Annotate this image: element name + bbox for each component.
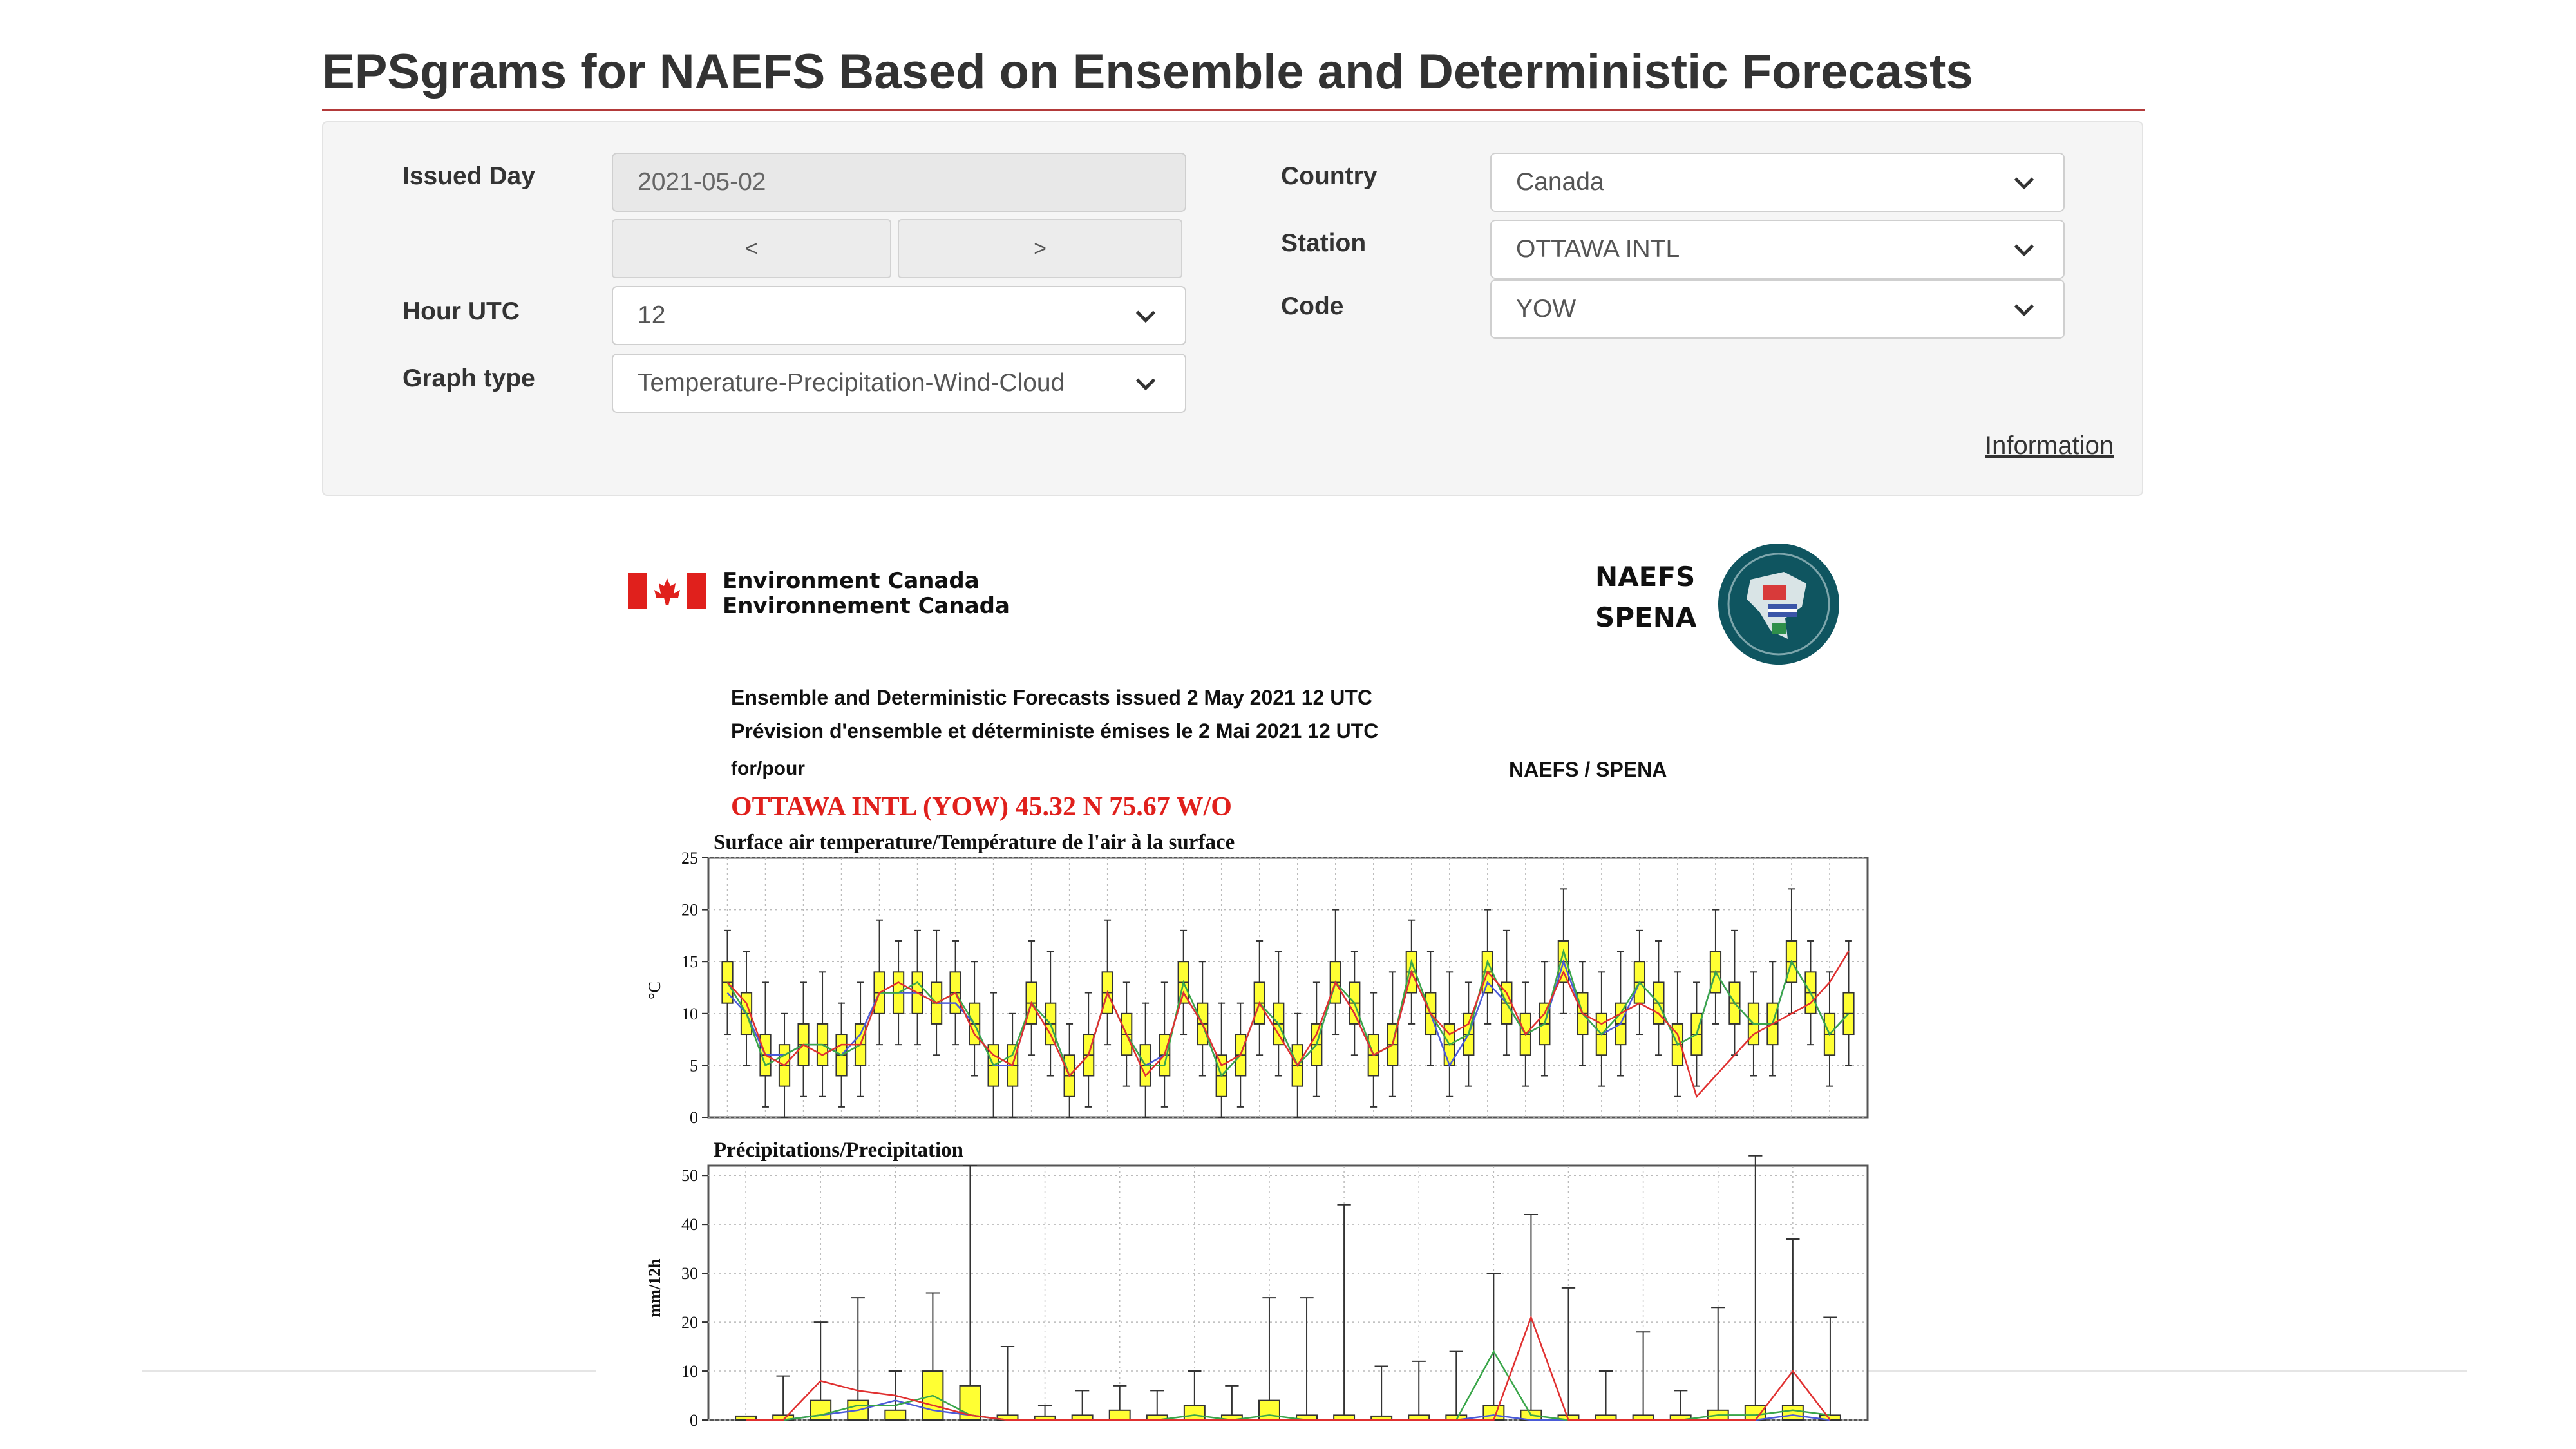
box: [1745, 1405, 1766, 1420]
title-divider: [322, 109, 2145, 111]
country-value: Canada: [1516, 168, 1604, 196]
box: [810, 1401, 831, 1420]
chevron-down-icon: [2009, 167, 2039, 197]
station-value: OTTAWA INTL: [1516, 235, 1680, 263]
country-select[interactable]: [1490, 153, 2065, 212]
information-link[interactable]: Information: [1985, 431, 2114, 460]
forecast-issued-en: Ensemble and Deterministic Forecasts issued 2 May 2021 12 UTC: [731, 686, 1372, 709]
box: [1184, 1405, 1205, 1420]
box: [1110, 1410, 1130, 1420]
hour-utc-label: Hour UTC: [402, 298, 520, 325]
org-name-en: Environment Canada: [723, 568, 980, 594]
next-day-button[interactable]: >: [898, 219, 1182, 278]
box: [885, 1410, 905, 1420]
y-tick-label: 25: [681, 849, 698, 867]
issued-day-value: 2021-05-02: [638, 168, 766, 196]
hour-utc-select[interactable]: [612, 286, 1186, 345]
station-coordinates: OTTAWA INTL (YOW) 45.32 N 75.67 W/O: [731, 792, 1232, 822]
issued-day-label: Issued Day: [402, 162, 535, 190]
plot-frame: [708, 1166, 1868, 1420]
box: [1259, 1401, 1280, 1420]
y-tick-label: 10: [681, 1004, 698, 1023]
precipitation-panel-title: Précipitations/Precipitation: [714, 1139, 963, 1162]
for-label: for/pour: [731, 758, 805, 779]
box: [1783, 1405, 1803, 1420]
epsgram-figure: [580, 522, 2022, 1449]
y-tick-label: 5: [690, 1056, 698, 1075]
chevron-down-icon: [1131, 368, 1160, 398]
chevron-down-icon: [1131, 301, 1160, 330]
y-tick-label: 30: [681, 1264, 698, 1283]
y-tick-label: 0: [690, 1108, 698, 1127]
org-name-fr: Environnement Canada: [723, 593, 1010, 619]
y-tick-label: 20: [681, 900, 698, 920]
issued-day-input[interactable]: [612, 153, 1186, 212]
y-tick-label: 50: [681, 1166, 698, 1186]
chevron-down-icon: [2009, 294, 2039, 324]
temperature-axis-label: °C: [645, 981, 664, 999]
page-title: EPSgrams for NAEFS Based on Ensemble and Deterministic Forecasts: [322, 44, 1973, 99]
graph-type-label: Graph type: [402, 365, 535, 392]
naefs-label: NAEFS: [1595, 561, 1696, 592]
canada-flag-icon: [628, 573, 706, 609]
graph-type-value: Temperature-Precipitation-Wind-Cloud: [638, 369, 1065, 397]
y-tick-label: 15: [681, 952, 698, 972]
naefs-emblem-icon: [1718, 544, 1839, 665]
station-select[interactable]: [1490, 220, 2065, 279]
precipitation-axis-label: mm/12h: [645, 1258, 664, 1318]
y-tick-label: 40: [681, 1215, 698, 1235]
forecast-issued-fr: Prévision d'ensemble et déterministe émises le 2 Mai 2021 12 UTC: [731, 719, 1379, 743]
code-label: Code: [1281, 292, 1344, 320]
footer-divider-left: [142, 1370, 596, 1372]
naefs-spena-label: NAEFS / SPENA: [1509, 758, 1667, 781]
graph-type-select[interactable]: [612, 354, 1186, 413]
station-label: Station: [1281, 229, 1367, 257]
country-label: Country: [1281, 162, 1378, 190]
code-value: YOW: [1516, 295, 1577, 323]
previous-day-button[interactable]: <: [612, 219, 891, 278]
precipitation-chart: [681, 1156, 1868, 1430]
temperature-panel-title: Surface air temperature/Température de l'air à la surface: [714, 831, 1235, 854]
spena-label: SPENA: [1595, 601, 1697, 633]
code-select[interactable]: [1490, 279, 2065, 339]
y-tick-label: 10: [681, 1362, 698, 1381]
temperature-chart: [681, 849, 1868, 1127]
y-tick-label: 0: [690, 1411, 698, 1430]
chevron-down-icon: [2009, 234, 2039, 264]
hour-utc-value: 12: [638, 301, 666, 329]
y-tick-label: 20: [681, 1313, 698, 1332]
